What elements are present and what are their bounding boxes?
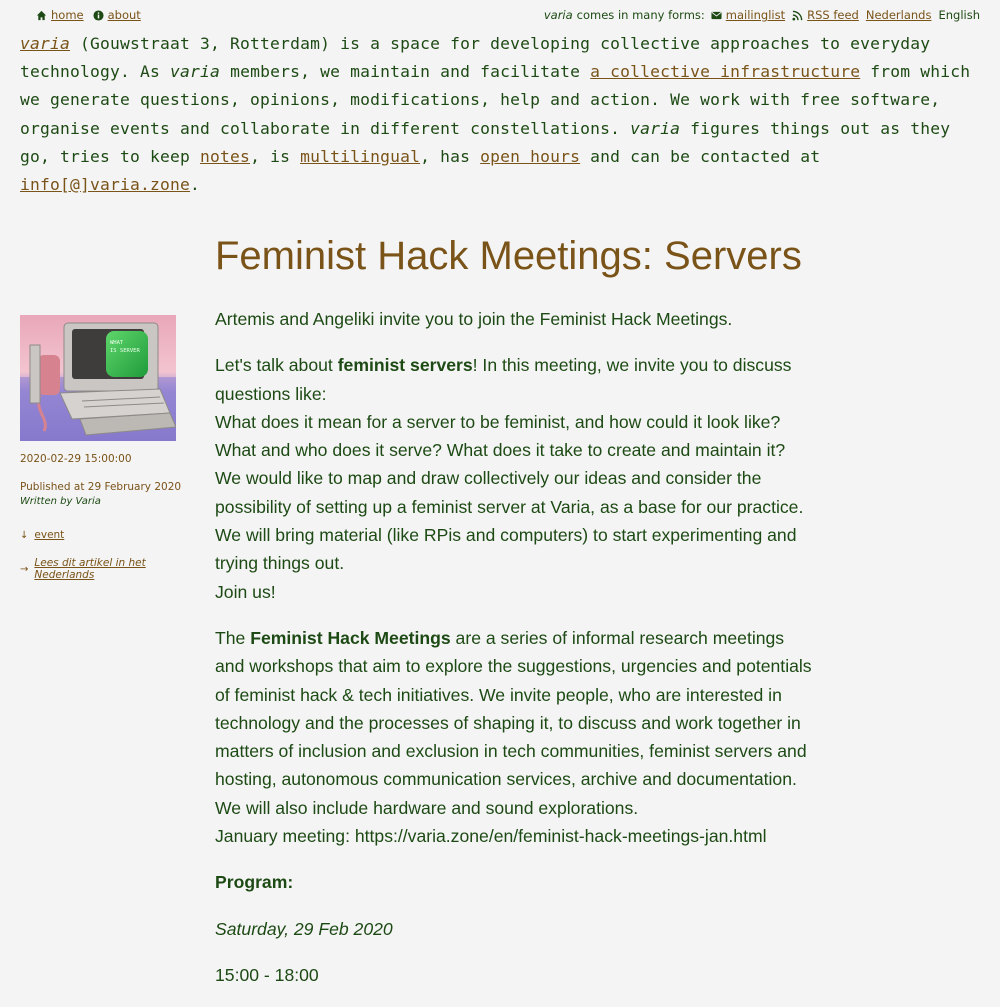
program-date-paragraph	[215, 915, 815, 943]
envelope-icon	[711, 10, 722, 21]
program-date: Saturday, 29 Feb 2020	[215, 918, 393, 939]
intro-text-6: , has	[420, 146, 481, 166]
email-link[interactable]: info[@]varia.zone	[20, 175, 191, 195]
arrow-down-icon: ↓	[20, 529, 29, 541]
varia-link[interactable]: varia	[20, 34, 71, 53]
article-paragraph-2	[215, 351, 815, 606]
about-link[interactable]: about	[107, 8, 141, 22]
article-body	[215, 305, 815, 1007]
collective-infrastructure-link[interactable]: a collective infrastructure	[590, 62, 861, 82]
intro-text-3: from which we generate questions, opinions, modifications, help and action. We work with free software, organise events and collaborate in different constellations.	[20, 62, 971, 138]
p2-post: ! In this meeting, we invite you to discuss questions like:	[215, 355, 792, 404]
varia-emphasis-2: varia	[630, 118, 681, 138]
feminist-hack-meetings-bold: Feminist Hack Meetings	[250, 627, 451, 648]
notes-link[interactable]: notes	[200, 146, 251, 166]
lang-nl-link[interactable]: Nederlands	[865, 8, 932, 22]
lang-en-current: English	[938, 8, 980, 22]
intro-text-8: .	[190, 175, 201, 195]
p2-line-3: We would like to map and draw collectively our ideas and consider the possibility of setting up a feminist server at Varia, as a base for our practice.	[215, 468, 804, 517]
page-title: Feminist Hack Meetings: Servers	[215, 234, 802, 278]
multilingual-link[interactable]: multilingual	[300, 146, 421, 166]
article-thumbnail[interactable]	[20, 315, 176, 441]
intro-text-5: , is	[250, 146, 301, 166]
p2-line-1: What does it mean for a server to be feminist, and how could it look like?	[215, 411, 781, 432]
nav-left	[36, 8, 141, 22]
event-datetime: 2020-02-29 15:00:00	[20, 453, 132, 465]
p2-pre: Let's talk about	[215, 355, 338, 376]
home-link[interactable]: home	[51, 8, 84, 22]
p3-post: are a series of informal research meetings and workshops that aim to explore the suggestions, urgencies and potentials of feminist hack & tech initiatives. We invite people, who are interested in technology and the processes of shaping it, to discuss and work together in matters of inclusion and exclusion in tech communities, feminist servers and hosting, autonomous communication services, archive and documentation.	[215, 627, 812, 790]
feminist-servers-bold: feminist servers	[337, 355, 473, 376]
p3-pre: The	[215, 627, 251, 648]
intro-text-1: (Gouwstraat 3, Rotterdam) is a space for developing collective approaches to everyday technology. As	[20, 34, 931, 82]
rss-icon	[792, 10, 803, 21]
article-paragraph-3	[215, 624, 815, 850]
program-heading	[215, 868, 815, 896]
intro-text-7: and can be contacted at	[580, 146, 821, 166]
translation-link[interactable]: Lees dit artikel in het Nederlands	[34, 557, 146, 581]
home-icon	[36, 10, 47, 21]
article-paragraph-1: Artemis and Angeliki invite you to join the Feminist Hack Meetings.	[215, 309, 733, 329]
program-time: 15:00 - 18:00	[215, 964, 319, 985]
varia-emphasis-1: varia	[170, 62, 221, 82]
intro-text	[20, 30, 985, 199]
p3-line-3: January meeting: https://varia.zone/en/feminist-hack-meetings-jan.html	[215, 826, 767, 847]
p2-line-2: What and who does it serve? What does it take to create and maintain it?	[215, 440, 786, 461]
category-row	[20, 529, 190, 541]
translation-row	[20, 557, 190, 581]
p2-line-5: Join us!	[215, 581, 276, 602]
category-event-link[interactable]: event	[34, 529, 65, 541]
screen-text-1: WHAT	[110, 340, 124, 346]
intro-text-4: figures things out as they go, tries to keep	[20, 118, 951, 166]
mailinglist-link[interactable]: mailinglist	[725, 8, 786, 22]
published-date: Published at 29 February 2020	[20, 481, 182, 493]
open-hours-link[interactable]: open hours	[480, 146, 581, 166]
forms-text: comes in many forms:	[576, 8, 705, 22]
p3-line-2: We will also include hardware and sound explorations.	[215, 797, 639, 818]
rss-link[interactable]: RSS feed	[807, 8, 859, 22]
top-nav	[36, 8, 980, 24]
intro-text-2: members, we maintain and facilitate	[220, 62, 591, 82]
nav-right	[544, 8, 980, 22]
info-icon	[93, 10, 104, 21]
screen-text-2: IS SERVER	[110, 348, 140, 354]
article-sidebar	[20, 315, 190, 581]
author-line: Written by Varia	[20, 496, 101, 507]
arrow-right-icon: →	[20, 563, 29, 575]
p2-line-4: We will bring material (like RPis and computers) to start experimenting and trying things out.	[215, 525, 797, 574]
program-label: Program:	[215, 872, 294, 893]
forms-prefix: varia	[543, 8, 573, 22]
